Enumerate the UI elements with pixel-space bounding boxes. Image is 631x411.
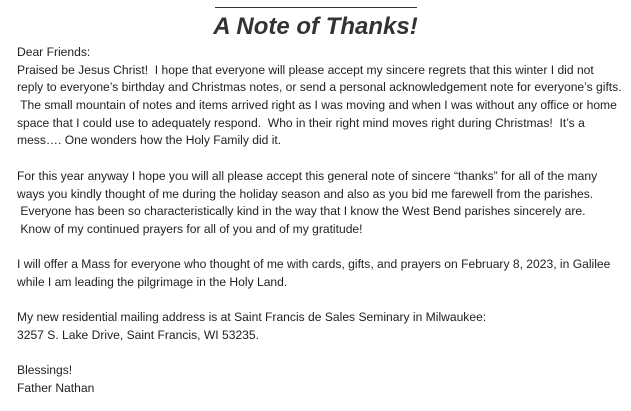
paragraph-line: mess…. One wonders how the Holy Family did it.: [17, 133, 282, 148]
paragraph-line: For this year anyway I hope you will all please accept this general note of sincere “thanks” for all of the many: [17, 168, 598, 183]
title-rule: [215, 7, 417, 8]
salutation: Dear Friends:: [17, 45, 91, 59]
paragraph-2: [17, 168, 629, 239]
paragraph-gap: [17, 292, 629, 310]
paragraph-line: space that I could use to adequately respond. Who in their right mind moves right during Christmas! It’s a: [17, 115, 585, 130]
paragraph-gap: [17, 150, 629, 168]
paragraph-3: [17, 256, 629, 291]
paragraph-line: Praised be Jesus Christ! I hope that everyone will please accept my sincere regrets that this winter I did not: [17, 62, 594, 77]
paragraph-line: while I am leading the pilgrimage in the Holy Land.: [17, 274, 288, 289]
paragraph-line: I will offer a Mass for everyone who thought of me with cards, gifts, and prayers on February 8, 2023, in Galilee: [17, 257, 611, 272]
paragraph-line: The small mountain of notes and items arrived right as I was moving and when I was without any office or home: [17, 98, 617, 113]
paragraph-4: [17, 309, 629, 344]
paragraph-line: Know of my continued prayers for all of you and of my gratitude!: [17, 221, 363, 236]
paragraph-line: reply to everyone’s birthday and Christmas notes, or send a personal acknowledgement note for everyone’s gifts.: [17, 80, 622, 95]
paragraph-line: ways you kindly thought of me during the holiday season and also as you bid me farewell from the parishes.: [17, 186, 594, 201]
paragraph-gap: [17, 345, 629, 363]
page-title: A Note of Thanks!: [213, 13, 418, 40]
paragraph-1: [17, 62, 629, 150]
paragraph-gap: [17, 239, 629, 257]
mailing-address: 3257 S. Lake Drive, Saint Francis, WI 53235.: [17, 328, 259, 342]
signature: Father Nathan: [17, 381, 95, 396]
closing: Blessings!: [17, 363, 73, 378]
paragraph-line: My new residential mailing address is at Saint Francis de Sales Seminary in Milwaukee:: [17, 310, 487, 325]
paragraph-line: Everyone has been so characteristically kind in the way that I know the West Bend parishes sincerely are.: [17, 204, 586, 219]
letter-body: [17, 44, 629, 398]
